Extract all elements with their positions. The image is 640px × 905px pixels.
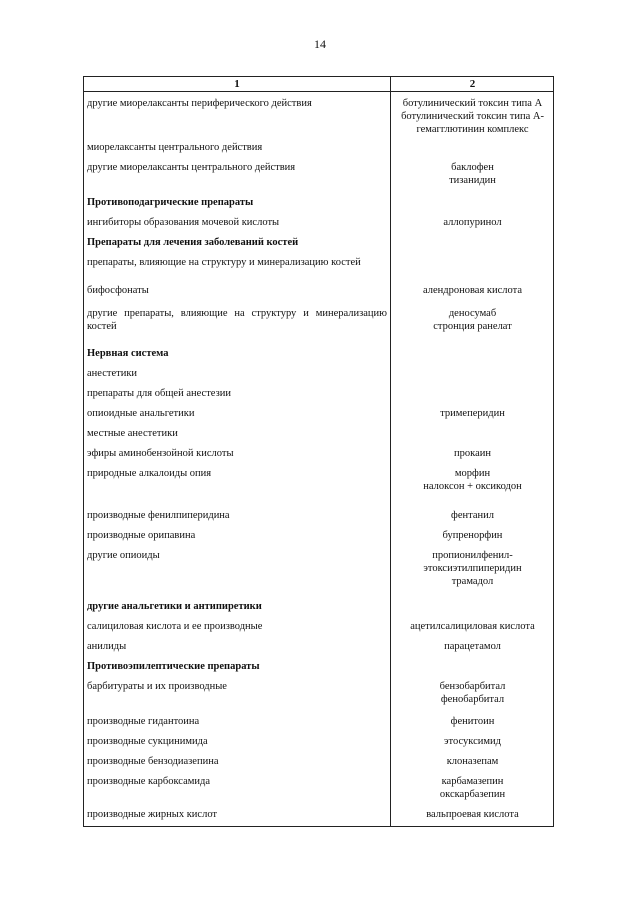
drug-name: аллопуринол [443, 217, 502, 228]
category-cell: производные орипавина [87, 530, 196, 541]
category-cell: препараты, влияющие на структуру и минерализацию костей [87, 257, 361, 268]
drug-cell [391, 161, 554, 187]
category-cell: природные алкалоиды опия [87, 468, 212, 479]
column-header-2: 2 [469, 78, 476, 90]
page-number: 14 [314, 37, 326, 51]
category-cell: другие опиоиды [87, 550, 160, 561]
drug-cell [391, 97, 554, 136]
drug-cell [391, 735, 554, 748]
drug-name: морфин [454, 468, 491, 479]
drug-table [83, 76, 554, 827]
drug-name: бупренорфин [442, 530, 503, 541]
drug-name: клоназепам [446, 756, 499, 767]
drug-name: баклофен [451, 162, 494, 173]
category-cell: анестетики [87, 368, 138, 379]
drug-cell [391, 467, 554, 493]
drug-name: вальпроевая кислота [426, 809, 519, 820]
drug-cell [391, 680, 554, 706]
drug-name: пропионилфенил- [432, 550, 513, 561]
drug-name: бензобарбитал [439, 681, 506, 692]
drug-cell [391, 808, 554, 821]
drug-name: гемагглютинин комплекс [416, 124, 529, 135]
drug-cell [391, 216, 554, 229]
drug-cell [391, 620, 554, 633]
drug-name: парацетамол [444, 641, 501, 652]
section-heading: другие анальгетики и антипиретики [87, 601, 262, 612]
category-cell: препараты для общей анестезии [87, 388, 231, 399]
drug-name: алендроновая кислота [422, 285, 523, 296]
table-header-row [84, 77, 553, 92]
drug-cell [391, 775, 554, 801]
drug-cell [391, 307, 554, 333]
drug-name: прокаин [454, 448, 491, 459]
category-cell: миорелаксанты центрального действия [87, 142, 263, 153]
drug-cell [391, 509, 554, 522]
category-cell: ингибиторы образования мочевой кислоты [87, 217, 280, 228]
category-cell: производные гидантоина [87, 716, 200, 727]
category-cell: анилиды [87, 641, 127, 652]
section-heading: Нервная система [87, 348, 169, 359]
section-heading: Препараты для лечения заболеваний костей [87, 237, 299, 248]
section-heading: Противоэпилептические препараты [87, 661, 260, 672]
drug-name: стронция ранелат [433, 321, 512, 332]
category-cell: опиоидные анальгетики [87, 408, 195, 419]
drug-cell [391, 755, 554, 768]
category-cell: производные карбоксамида [87, 776, 211, 787]
drug-name: фентанил [451, 510, 494, 521]
category-cell: производные фенилпиперидина [87, 510, 230, 521]
drug-cell [391, 640, 554, 653]
category-cell: производные бензодиазепина [87, 756, 219, 767]
drug-cell [391, 447, 554, 460]
drug-name: фенобарбитал [440, 694, 505, 705]
drug-cell [391, 284, 554, 297]
drug-name: тизанидин [449, 175, 496, 186]
drug-cell [391, 715, 554, 728]
column-header-1: 1 [234, 78, 240, 90]
drug-name: этоксиэтилпиперидин [423, 563, 522, 574]
drug-name: ботулинический токсин типа А- [401, 111, 544, 122]
category-cell: производные сукцинимида [87, 736, 208, 747]
category-cell: барбитураты и их производные [87, 681, 227, 692]
category-cell: местные анестетики [87, 428, 178, 439]
drug-name: карбамазепин [441, 776, 504, 787]
category-cell: производные жирных кислот [87, 809, 218, 820]
drug-name: ботулинический токсин типа А [402, 98, 543, 109]
section-heading: Противоподагрические препараты [87, 197, 254, 208]
drug-name: этосуксимид [444, 736, 501, 747]
category-cell: другие препараты, влияющие на структуру и минерализацию костей [87, 308, 387, 332]
category-cell: другие миорелаксанты периферического действия [87, 98, 312, 109]
drug-name: тримеперидин [440, 408, 505, 419]
drug-name: ацетилсалициловая кислота [410, 621, 535, 632]
category-cell: бифосфонаты [87, 285, 149, 296]
drug-name: деносумаб [448, 308, 497, 319]
category-cell: другие миорелаксанты центрального действия [87, 162, 296, 173]
category-cell: салициловая кислота и ее производные [87, 621, 263, 632]
drug-cell [391, 407, 554, 420]
drug-name: фенитоин [450, 716, 495, 727]
category-cell: эфиры аминобензойной кислоты [87, 448, 234, 459]
drug-cell [391, 529, 554, 542]
drug-name: трамадол [451, 576, 494, 587]
drug-name: налоксон + оксикодон [423, 481, 522, 492]
drug-name: окскарбазепин [439, 789, 506, 800]
drug-cell [391, 549, 554, 588]
